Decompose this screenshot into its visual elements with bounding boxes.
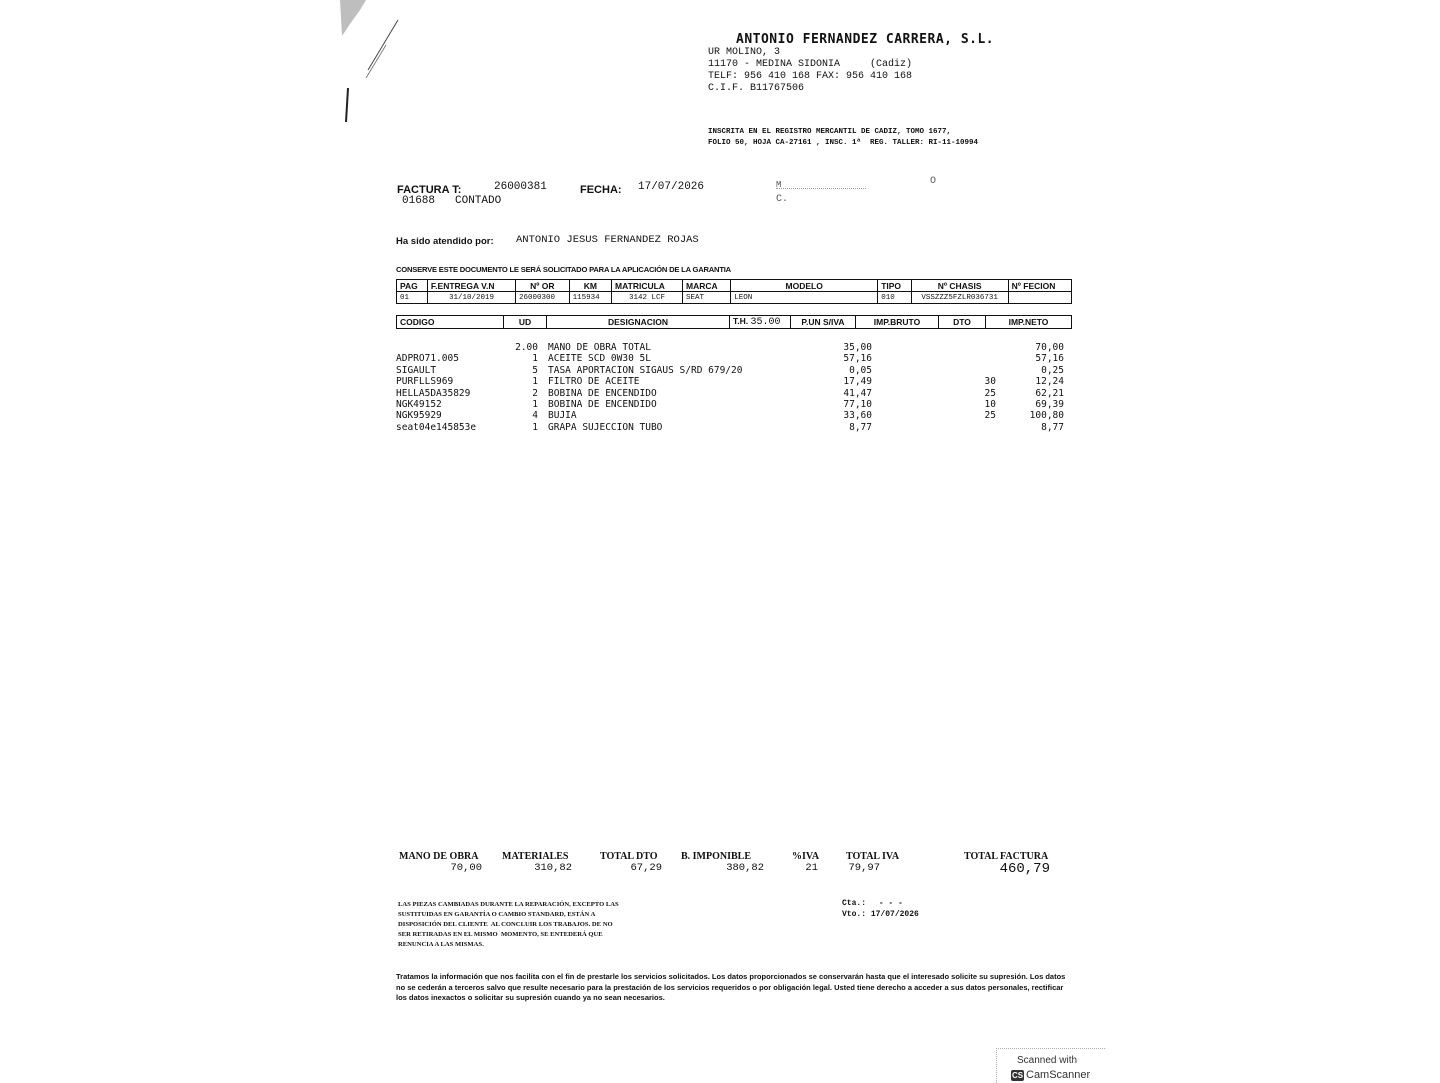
lh-dto: DTO (939, 316, 986, 329)
line-ud: 1 (532, 398, 538, 410)
vto-label: Vto.: (842, 910, 867, 919)
th-fecion: Nº FECION (1008, 280, 1071, 292)
total-factura-label: TOTAL FACTURA (964, 851, 1049, 862)
cell-fecion (1008, 292, 1071, 304)
scan-artifact (338, 0, 418, 130)
line-pun: 17,49 (843, 376, 872, 388)
attended-name: ANTONIO JESUS FERNANDEZ ROJAS (516, 234, 699, 246)
line-designacion: FILTRO DE ACEITE (548, 376, 640, 388)
factura-label: FACTURA T: (397, 184, 462, 196)
cell-pag: 01 (397, 292, 428, 304)
line-neto: 0,25 (1041, 364, 1064, 376)
total-dto: 67,29 (630, 862, 662, 874)
line-neto: 100,80 (1029, 410, 1064, 422)
list-item (396, 388, 1076, 399)
line-pun: 41,47 (843, 387, 872, 399)
line-designacion: MANO DE OBRA TOTAL (548, 342, 651, 353)
th-pag: PAG (397, 280, 428, 292)
registro-mercantil (708, 127, 978, 149)
line-ud: 2.00 (515, 342, 538, 353)
line-pun: 77,10 (843, 398, 872, 410)
line-ud: 2 (532, 387, 538, 399)
vehicle-table-header (397, 280, 1072, 292)
line-designacion: BUJIA (548, 410, 577, 422)
line-designacion: BOBINA DE ENCENDIDO (548, 387, 657, 399)
cell-chasis: VSSZZZ5FZLR036731 (911, 292, 1008, 304)
line-code: PURFLLS969 (396, 376, 454, 388)
redacted-client-address: C. (776, 194, 789, 205)
legal-line: SER RETIRADAS EN EL MISMO MOMENTO, SE ENTEDERÁ QUE (398, 931, 603, 938)
privacy-notice: Tratamos la información que nos facilita con el fin de prestarle los servicios solicitados. Los datos proporcionados se conservarán hasta que el interesado solicite su supresión. Los datos no se cederán a terceros salvo que resulte necesario para la prestación de los servicios requeridos o por obligación legal. Usted tiene derecho a acceder a sus datos personales, rectificar los datos inexactos o solicitar su supresión cuando ya no sean necesarios. (396, 972, 1066, 1002)
list-item (396, 422, 1076, 433)
line-code: seat04e145853e (396, 421, 477, 433)
total-mano-obra: 70,00 (450, 862, 482, 874)
company-address (708, 47, 912, 95)
line-ud: 1 (532, 353, 538, 365)
vehicle-table-row (397, 292, 1072, 304)
total-materiales-label: MATERIALES (502, 851, 569, 862)
line-designacion: GRAPA SUJECCION TUBO (548, 421, 663, 433)
cif-line: C.I.F. B11767506 (708, 83, 805, 94)
redacted-client-ref: O (930, 176, 937, 187)
invoice-number: 26000381 (494, 181, 547, 193)
line-neto: 69,39 (1035, 398, 1064, 410)
lh-th (730, 316, 791, 329)
cta-value: - - - (878, 899, 903, 908)
phone-line: TELF: 956 410 168 FAX: 956 410 168 (708, 71, 913, 82)
redacted-client-name: M (776, 180, 782, 190)
legal-line: LAS PIEZAS CAMBIADAS DURANTE LA REPARACIÓN, EXCEPTO LAS (398, 901, 619, 908)
lh-ud: UD (504, 316, 547, 329)
base-imponible-label: B. IMPONIBLE (681, 851, 752, 862)
legal-line: DISPOSICIÓN DEL CLIENTE AL CONCLUIR LOS TRABAJOS. DE NO (398, 921, 613, 928)
list-item (396, 410, 1076, 421)
lh-imp-bruto: IMP.BRUTO (856, 316, 939, 329)
cell-marca: SEAT (683, 292, 731, 304)
fecha-label: FECHA: (580, 184, 622, 196)
cta-label: Cta.: (842, 899, 867, 908)
camscanner-watermark (996, 1048, 1105, 1083)
payment-method: CONTADO (455, 195, 502, 207)
line-items (396, 342, 1076, 433)
company-name: ANTONIO FERNANDEZ CARRERA, S.L. (736, 32, 995, 47)
lines-header (396, 315, 1072, 329)
list-item (396, 376, 1076, 387)
warranty-notice: CONSERVE ESTE DOCUMENTO LE SERÁ SOLICITADO PARA LA APLICACIÓN DE LA GARANTIA (396, 265, 731, 274)
line-neto: 62,21 (1035, 387, 1064, 399)
legal-notice (398, 900, 619, 950)
registro-line: INSCRITA EN EL REGISTRO MERCANTIL DE CADIZ, TOMO 1677, (708, 128, 952, 136)
watermark-line: Scanned with (1017, 1055, 1078, 1066)
registro-line: FOLIO 50, HOJA CA-27161 , INSC. 1ª REG. TALLER: RI-11-10994 (708, 139, 979, 147)
line-code: NGK49152 (396, 398, 442, 410)
payment-info (842, 898, 919, 920)
line-ud: 4 (532, 410, 538, 422)
watermark-brand (1011, 1069, 1090, 1081)
iva-pct-label: %IVA (792, 851, 820, 862)
camscanner-logo-icon: CS (1011, 1070, 1024, 1080)
line-designacion: BOBINA DE ENCENDIDO (548, 398, 657, 410)
line-neto: 57,16 (1035, 353, 1064, 365)
lh-codigo: CODIGO (397, 316, 504, 329)
line-dto: 10 (984, 398, 996, 410)
line-ud: 1 (532, 421, 538, 433)
address-line: 11170 - MEDINA SIDONIA (Cadiz) (708, 59, 913, 70)
line-pun: 8,77 (849, 421, 872, 433)
attended-label: Ha sido atendido por: (396, 236, 494, 247)
list-item (396, 365, 1076, 376)
line-pun: 57,16 (843, 353, 872, 365)
line-neto: 8,77 (1041, 421, 1064, 433)
iva-pct: 21 (805, 862, 818, 874)
line-dto: 30 (984, 376, 996, 388)
total-iva: 79,97 (848, 862, 880, 874)
line-code: ADPRO71.005 (396, 353, 459, 365)
line-ud: 5 (532, 364, 538, 376)
cell-matricula: 3142 LCF (612, 292, 683, 304)
line-designacion: ACEITE SCD 0W30 5L (548, 353, 651, 365)
cell-tipo: 010 (878, 292, 911, 304)
th-matricula: MATRICULA (612, 280, 683, 292)
line-code: NGK95929 (396, 410, 442, 422)
total-mano-obra-label: MANO DE OBRA (399, 851, 479, 862)
line-neto: 12,24 (1035, 376, 1064, 388)
base-imponible: 380,82 (726, 862, 764, 874)
watermark-brand-name: CamScanner (1026, 1069, 1091, 1081)
invoice-date: 17/07/2026 (638, 181, 705, 193)
th-km: KM (569, 280, 611, 292)
cell-km: 115934 (569, 292, 611, 304)
total-dto-label: TOTAL DTO (600, 851, 658, 862)
line-pun: 0,05 (849, 364, 872, 376)
th-chasis: Nº CHASIS (911, 280, 1008, 292)
line-neto: 70,00 (1035, 342, 1064, 353)
cell-modelo: LEON (731, 292, 878, 304)
vehicle-table (396, 279, 1072, 304)
lh-th-value: 35.00 (750, 317, 781, 328)
cell-nor: 26000300 (515, 292, 569, 304)
line-ud: 1 (532, 376, 538, 388)
legal-line: RENUNCIA A LAS MISMAS. (398, 941, 484, 948)
th-marca: MARCA (683, 280, 731, 292)
line-pun: 33,60 (843, 410, 872, 422)
th-tipo: TIPO (878, 280, 911, 292)
line-dto: 25 (984, 387, 996, 399)
vto-value: 17/07/2026 (870, 910, 919, 919)
list-item (396, 353, 1076, 364)
redacted-mark (776, 180, 866, 189)
cell-fentrega: 31/10/2019 (427, 292, 515, 304)
th-modelo: MODELO (731, 280, 878, 292)
list-item (396, 342, 1076, 353)
lh-designacion: DESIGNACION (547, 316, 730, 329)
th-nor: Nº OR (515, 280, 569, 292)
lh-pun: P.UN S/IVA (791, 316, 856, 329)
address-line: UR MOLINO, 3 (708, 47, 781, 58)
line-pun: 35,00 (843, 342, 872, 353)
th-fentrega: F.ENTREGA V.N (427, 280, 515, 292)
line-code: HELLA5DA35829 (396, 387, 471, 399)
total-factura: 460,79 (999, 861, 1050, 877)
legal-line: SUSTITUIDAS EN GARANTÍA O CAMBIO STANDARD, ESTÁN A (398, 911, 596, 918)
lh-th-label: T.H. (733, 316, 749, 326)
list-item (396, 399, 1076, 410)
client-code: 01688 (402, 195, 436, 207)
total-iva-label: TOTAL IVA (846, 851, 900, 862)
line-code: SIGAULT (396, 364, 437, 376)
total-materiales: 310,82 (534, 862, 572, 874)
line-dto: 25 (984, 410, 996, 422)
line-designacion: TASA APORTACION SIGAUS S/RD 679/20 (548, 364, 743, 376)
lh-imp-neto: IMP.NETO (986, 316, 1072, 329)
